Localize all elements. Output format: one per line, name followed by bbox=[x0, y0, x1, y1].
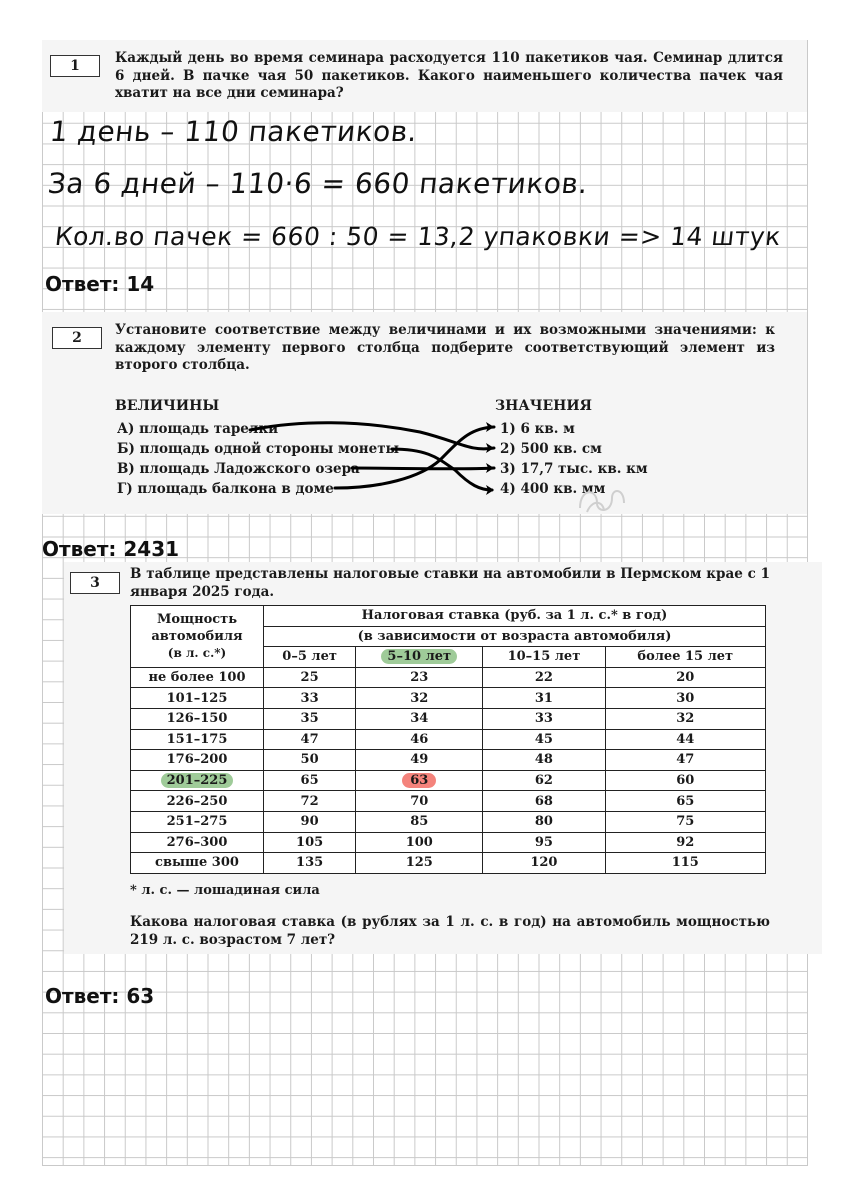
rate-cell: 48 bbox=[483, 750, 605, 771]
rate-cell: 65 bbox=[605, 791, 765, 812]
rate-cell: 32 bbox=[605, 708, 765, 729]
table-row bbox=[131, 729, 766, 750]
rate-cell: 120 bbox=[483, 853, 605, 874]
q2-left-item: Б) площадь одной стороны монеты bbox=[117, 441, 400, 457]
table-row bbox=[131, 853, 766, 874]
rate-cell: 49 bbox=[356, 750, 483, 771]
q1-hand-line-2: За 6 дней – 110·6 = 660 пакетиков. bbox=[46, 167, 590, 200]
rate-cell: 47 bbox=[264, 729, 356, 750]
q2-left-item: Г) площадь балкона в доме bbox=[117, 481, 334, 497]
rate-cell: 60 bbox=[605, 770, 765, 791]
rate-cell: 72 bbox=[264, 791, 356, 812]
q3-question: Какова налоговая ставка (в рублях за 1 л. с. в год) на автомобиль мощностью 219 л. с. возрастом 7 лет? bbox=[130, 914, 770, 948]
rate-cell: 125 bbox=[356, 853, 483, 874]
rate-cell: 100 bbox=[356, 832, 483, 853]
rate-cell: 90 bbox=[264, 811, 356, 832]
power-cell: 101–125 bbox=[131, 688, 264, 709]
age-column-header: 10–15 лет bbox=[483, 647, 605, 668]
match-line-c bbox=[352, 468, 494, 469]
power-cell: 276–300 bbox=[131, 832, 264, 853]
power-cell: 251–275 bbox=[131, 811, 264, 832]
rate-cell: 33 bbox=[483, 708, 605, 729]
rate-cell: 22 bbox=[483, 667, 605, 688]
rate-cell: 135 bbox=[264, 853, 356, 874]
q3-number: 3 bbox=[70, 572, 120, 594]
rate-cell: 32 bbox=[356, 688, 483, 709]
q3-footnote: * л. с. — лошадиная сила bbox=[130, 883, 320, 898]
q2-text: Установите соответствие между величинами и их возможными значениями: к каждому элементу первого столбца подберите соответствующий элемент из второго столбца. bbox=[115, 322, 775, 373]
q3-answer: Ответ: 63 bbox=[45, 984, 155, 1008]
power-cell: 176–200 bbox=[131, 750, 264, 771]
match-line-g bbox=[335, 427, 494, 488]
table-row bbox=[131, 688, 766, 709]
rate-cell: 33 bbox=[264, 688, 356, 709]
age-column-header: 0–5 лет bbox=[264, 647, 356, 668]
power-cell: свыше 300 bbox=[131, 853, 264, 874]
q2-right-item: 1) 6 кв. м bbox=[500, 421, 575, 437]
table-row bbox=[131, 770, 766, 791]
rate-cell: 23 bbox=[356, 667, 483, 688]
highlight-201-225: 201–225 bbox=[161, 773, 234, 788]
table-row bbox=[131, 811, 766, 832]
rate-cell: 31 bbox=[483, 688, 605, 709]
age-column-header: более 15 лет bbox=[605, 647, 765, 668]
rate-cell: 34 bbox=[356, 708, 483, 729]
rate-cell: 95 bbox=[483, 832, 605, 853]
table-row bbox=[131, 708, 766, 729]
rate-cell: 25 bbox=[264, 667, 356, 688]
rate-cell: 50 bbox=[264, 750, 356, 771]
rate-cell: 65 bbox=[264, 770, 356, 791]
q2-number: 2 bbox=[52, 327, 102, 349]
q1-hand-line-1: 1 день – 110 пакетиков. bbox=[48, 115, 420, 148]
power-header-line: Мощность bbox=[156, 611, 238, 627]
q1-text: Каждый день во время семинара расходуется 110 пакетиков чая. Семинар длится 6 дней. В пачке чая 50 пакетиков. Какого наименьшего количества пачек чая хватит на все дни семинара? bbox=[115, 50, 783, 101]
rate-cell: 85 bbox=[356, 811, 483, 832]
power-cell: 151–175 bbox=[131, 729, 264, 750]
table-row bbox=[131, 667, 766, 688]
rate-cell: 62 bbox=[483, 770, 605, 791]
rate-cell: 68 bbox=[483, 791, 605, 812]
q2-left-header: ВЕЛИЧИНЫ bbox=[115, 398, 220, 414]
table-row bbox=[131, 832, 766, 853]
rate-cell bbox=[356, 770, 483, 791]
rate-cell: 30 bbox=[605, 688, 765, 709]
q1-number: 1 bbox=[50, 55, 100, 77]
rate-cell: 45 bbox=[483, 729, 605, 750]
q2-left-item: А) площадь тарелки bbox=[117, 421, 279, 437]
q2-right-item: 3) 17,7 тыс. кв. км bbox=[500, 461, 648, 477]
power-header-line: автомобиля bbox=[151, 628, 243, 644]
rate-cell: 70 bbox=[356, 791, 483, 812]
highlight-5-10: 5–10 лет bbox=[381, 649, 457, 664]
power-header-line: (в л. с.*) bbox=[167, 645, 227, 660]
power-cell: 126–150 bbox=[131, 708, 264, 729]
watermark-icon bbox=[572, 478, 632, 518]
q2-left-item: В) площадь Ладожского озера bbox=[117, 461, 360, 477]
rate-cell: 20 bbox=[605, 667, 765, 688]
highlight-answer-63: 63 bbox=[402, 773, 436, 788]
rate-header: Налоговая ставка (руб. за 1 л. с.* в год) bbox=[264, 606, 766, 627]
rate-cell: 80 bbox=[483, 811, 605, 832]
rate-cell: 75 bbox=[605, 811, 765, 832]
rate-cell: 47 bbox=[605, 750, 765, 771]
table-row bbox=[131, 791, 766, 812]
power-cell: 226–250 bbox=[131, 791, 264, 812]
q3-text: В таблице представлены налоговые ставки на автомобили в Пермском крае с 1 января 2025 года. bbox=[130, 566, 770, 600]
rate-cell: 35 bbox=[264, 708, 356, 729]
power-cell: не более 100 bbox=[131, 667, 264, 688]
q1-answer: Ответ: 14 bbox=[45, 272, 155, 296]
tax-table bbox=[130, 605, 766, 874]
q2-right-item: 2) 500 кв. см bbox=[500, 441, 602, 457]
rate-cell: 46 bbox=[356, 729, 483, 750]
q2-right-header: ЗНАЧЕНИЯ bbox=[495, 398, 592, 414]
rate-cell: 105 bbox=[264, 832, 356, 853]
rate-cell: 92 bbox=[605, 832, 765, 853]
q2-answer: Ответ: 2431 bbox=[42, 537, 180, 561]
table-row bbox=[131, 750, 766, 771]
rate-cell: 115 bbox=[605, 853, 765, 874]
rate-cell: 44 bbox=[605, 729, 765, 750]
age-column-header bbox=[356, 647, 483, 668]
power-cell bbox=[131, 770, 264, 791]
q2-right-item: 4) 400 кв. мм bbox=[500, 481, 606, 497]
rate-subheader: (в зависимости от возраста автомобиля) bbox=[264, 626, 766, 647]
q1-hand-line-3: Кол.во пачек = 660 : 50 = 13,2 упаковки => 14 штук bbox=[53, 222, 783, 251]
power-header bbox=[131, 606, 264, 668]
